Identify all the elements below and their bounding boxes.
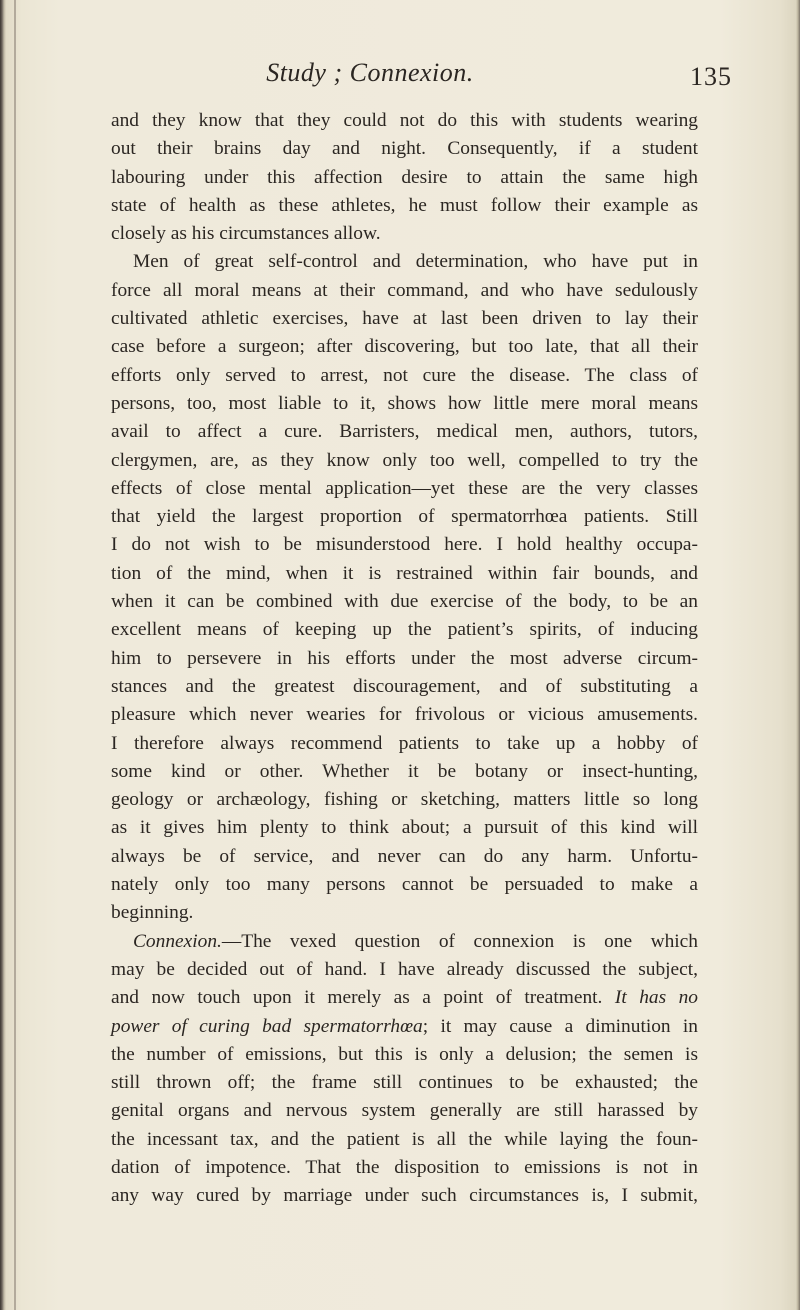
text-line	[111, 673, 698, 701]
text-segment: excellent means of keeping up the patient’s spirits, of inducing	[111, 619, 698, 641]
text-segment: some kind or other. Whether it be botany or insect-hunting,	[111, 760, 698, 782]
text-segment: closely as his circumstances allow.	[111, 223, 381, 245]
text-segment: beginning.	[111, 902, 194, 924]
text-line	[111, 305, 698, 333]
text-segment: ; it may cause a diminution in	[422, 1015, 698, 1037]
text-line	[111, 531, 698, 559]
text-line	[111, 758, 698, 786]
text-segment: Men of great self-control and determination, who have put in	[133, 251, 698, 273]
text-line	[111, 588, 698, 616]
page-binding-shadow	[14, 0, 16, 1310]
text-line	[111, 1069, 698, 1097]
text-segment: —The vexed question of connexion is one which	[221, 930, 698, 952]
text-segment: case before a surgeon; after discovering, but too late, that all their	[111, 336, 698, 358]
text-segment: that yield the largest proportion of spermatorrhœa patients. Still	[111, 506, 698, 528]
text-line	[111, 984, 698, 1012]
text-line	[111, 362, 698, 390]
text-line	[111, 447, 698, 475]
page-outer-edge	[796, 0, 800, 1310]
text-segment: him to persevere in his efforts under the most adverse circum-	[111, 647, 698, 669]
text-segment: and now touch upon it merely as a point of treatment.	[111, 987, 615, 1009]
body-text	[111, 107, 698, 1211]
text-segment: out their brains day and night. Consequently, if a student	[111, 138, 698, 160]
text-line	[111, 277, 698, 305]
text-line	[111, 899, 698, 927]
text-segment: as it gives him plenty to think about; a pursuit of this kind will	[111, 817, 698, 839]
running-head	[0, 58, 800, 98]
text-line	[111, 560, 698, 588]
text-segment: persons, too, most liable to it, shows how little mere moral means	[111, 392, 698, 414]
text-line	[111, 503, 698, 531]
text-segment: clergymen, are, as they know only too well, compelled to try the	[111, 449, 698, 471]
text-segment: state of health as these athletes, he must follow their example as	[111, 194, 698, 216]
text-segment: nately only too many persons cannot be persuaded to make a	[111, 874, 698, 896]
text-line	[111, 871, 698, 899]
text-segment: efforts only served to arrest, not cure the disease. The class of	[111, 364, 698, 386]
text-segment: avail to affect a cure. Barristers, medical men, authors, tutors,	[111, 421, 698, 443]
text-line	[111, 843, 698, 871]
text-segment: any way cured by marriage under such circumstances is, I submit,	[111, 1185, 698, 1207]
text-line	[111, 164, 698, 192]
running-title: Study ; Connexion.	[266, 58, 474, 87]
text-segment: I do not wish to be misunderstood here. I hold healthy occupa-	[111, 534, 698, 556]
page-binding-edge	[0, 0, 6, 1310]
page-number: 135	[690, 62, 732, 91]
italic-text: It has no	[614, 987, 698, 1009]
text-line	[111, 1126, 698, 1154]
text-segment: still thrown off; the frame still continues to be exhausted; the	[111, 1072, 698, 1094]
text-segment: geology or archæology, fishing or sketching, matters little so long	[111, 789, 698, 811]
text-segment: effects of close mental application—yet these are the very classes	[111, 477, 698, 499]
text-line	[111, 390, 698, 418]
text-segment: stances and the greatest discouragement, and of substituting a	[111, 675, 698, 697]
text-line	[111, 135, 698, 163]
text-segment: may be decided out of hand. I have already discussed the subject,	[111, 958, 698, 980]
text-line	[111, 248, 698, 276]
text-segment: dation of impotence. That the disposition to emissions is not in	[111, 1156, 698, 1178]
text-line	[111, 645, 698, 673]
text-line	[111, 616, 698, 644]
text-line	[111, 333, 698, 361]
text-line	[111, 730, 698, 758]
text-line	[111, 1013, 698, 1041]
text-segment: and they know that they could not do this with students wearing	[111, 110, 698, 131]
text-line	[111, 701, 698, 729]
text-line	[111, 814, 698, 842]
text-line	[111, 475, 698, 503]
text-line	[111, 1041, 698, 1069]
text-segment: tion of the mind, when it is restrained within fair bounds, and	[111, 562, 698, 584]
text-line	[111, 220, 698, 248]
italic-text: Connexion.	[133, 930, 222, 952]
text-segment: the number of emissions, but this is only a delusion; the semen is	[111, 1043, 698, 1065]
text-line	[111, 786, 698, 814]
text-segment: force all moral means at their command, and who have sedulously	[111, 279, 698, 301]
text-segment: labouring under this affection desire to attain the same high	[111, 166, 698, 188]
text-line	[111, 928, 698, 956]
text-line	[111, 1182, 698, 1210]
text-line	[111, 1154, 698, 1182]
text-line	[111, 107, 698, 135]
text-line	[111, 418, 698, 446]
text-line	[111, 1097, 698, 1125]
text-segment: I therefore always recommend patients to take up a hobby of	[111, 732, 698, 754]
text-line	[111, 956, 698, 984]
text-segment: cultivated athletic exercises, have at last been driven to lay their	[111, 308, 698, 330]
text-segment: when it can be combined with due exercise of the body, to be an	[111, 591, 698, 613]
text-segment: the incessant tax, and the patient is all the while laying the foun-	[111, 1128, 698, 1150]
italic-text: power of curing bad spermatorrhœa	[111, 1015, 423, 1037]
text-line	[111, 192, 698, 220]
text-segment: genital organs and nervous system generally are still harassed by	[111, 1100, 698, 1122]
text-segment: pleasure which never wearies for frivolous or vicious amusements.	[111, 704, 698, 726]
text-segment: always be of service, and never can do any harm. Unfortu-	[111, 845, 698, 867]
